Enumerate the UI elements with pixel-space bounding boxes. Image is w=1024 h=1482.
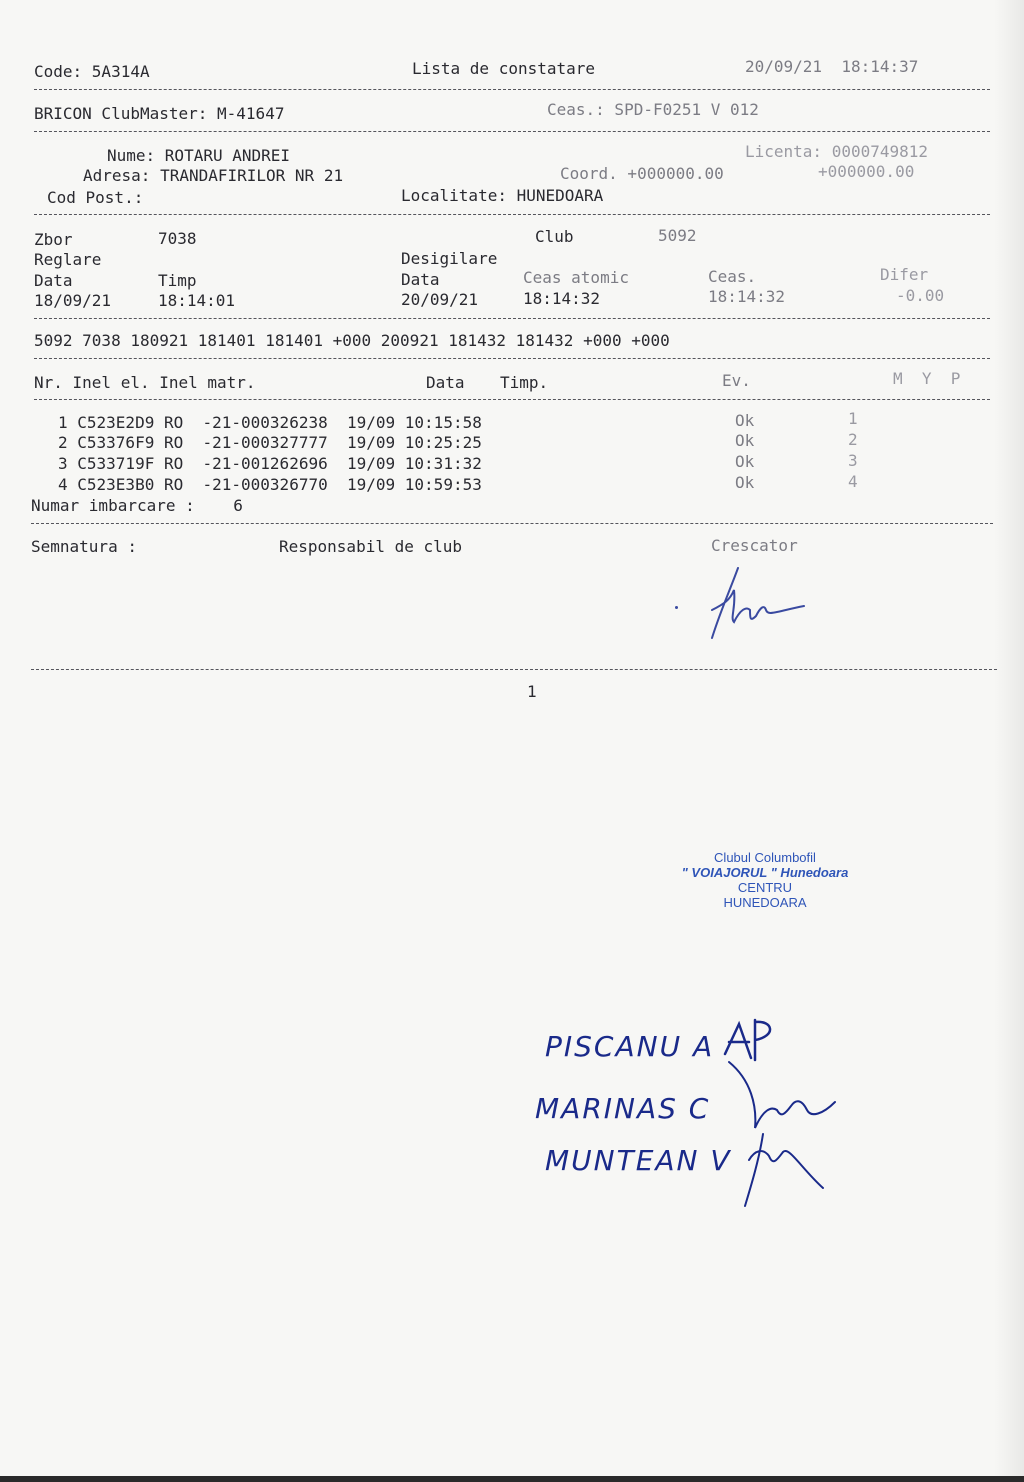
clock-id: Ceas.: SPD-F0251 V 012 bbox=[547, 100, 759, 119]
paper-bottom-edge bbox=[0, 1476, 1024, 1482]
clock-label: Ceas. bbox=[708, 267, 757, 286]
signature-label: Semnatura : bbox=[31, 537, 137, 556]
stamp-line: HUNEDOARA bbox=[723, 895, 807, 910]
row-rank: 1 bbox=[848, 409, 858, 428]
document-title: Lista de constatare bbox=[412, 59, 596, 78]
unsealing-label: Desigilare bbox=[401, 249, 498, 268]
ink-dot bbox=[675, 606, 678, 609]
club-responsible-label: Responsabil de club bbox=[279, 537, 463, 556]
row-rank: 3 bbox=[848, 451, 858, 470]
page-number: 1 bbox=[527, 682, 537, 701]
divider bbox=[31, 669, 997, 670]
club-stamp bbox=[650, 850, 880, 910]
setting-time-label: Timp bbox=[158, 271, 197, 290]
row-main: 2 C53376F9 RO -21-000327777 19/09 10:25:25 bbox=[58, 433, 482, 452]
row-rank: 2 bbox=[848, 430, 858, 449]
paper-edge-shadow bbox=[994, 0, 1024, 1482]
table-header-time: Timp. bbox=[500, 373, 549, 392]
print-datetime: 20/09/21 18:14:37 bbox=[745, 57, 919, 76]
row-main: 4 C523E3B0 RO -21-000326770 19/09 10:59:53 bbox=[58, 475, 482, 494]
divider bbox=[34, 358, 990, 359]
handwritten-name: MUNTEAN V bbox=[545, 1144, 732, 1177]
unsealing-date-label: Data bbox=[401, 270, 440, 289]
row-event: Ok bbox=[735, 473, 755, 492]
stamp-line: " VOIAJORUL " Hunedoara bbox=[681, 865, 849, 880]
locality: Localitate: HUNEDOARA bbox=[401, 186, 604, 205]
table-header-event: Ev. bbox=[722, 371, 751, 390]
row-event: Ok bbox=[735, 452, 755, 471]
setting-date-label: Data bbox=[34, 271, 73, 290]
table-header-rings: Nr. Inel el. Inel matr. bbox=[34, 373, 256, 392]
license-number: Licenta: 0000749812 bbox=[745, 142, 929, 161]
handwritten-name: MARINAS C bbox=[535, 1092, 711, 1125]
breeder-signature bbox=[690, 560, 820, 650]
difference-label: Difer bbox=[880, 265, 929, 284]
unsealing-date: 20/09/21 bbox=[401, 290, 479, 309]
flight-number: 7038 bbox=[158, 229, 197, 248]
club-label: Club bbox=[535, 227, 574, 246]
row-main: 1 C523E2D9 RO -21-000326238 19/09 10:15:58 bbox=[58, 413, 482, 432]
stamp-line: Clubul Columbofil bbox=[714, 850, 816, 865]
club-number: 5092 bbox=[658, 226, 697, 245]
stamp-line: CENTRU bbox=[737, 880, 793, 895]
setting-label: Reglare bbox=[34, 250, 102, 269]
table-header-date: Data bbox=[426, 373, 465, 392]
divider bbox=[31, 523, 993, 524]
breeder-label: Crescator bbox=[711, 536, 798, 555]
encoded-flight-line: 5092 7038 180921 181401 181401 +000 200921 181432 181432 +000 +000 bbox=[34, 331, 670, 350]
row-rank: 4 bbox=[848, 472, 858, 491]
coordinates-lon: +000000.00 bbox=[818, 162, 915, 181]
owner-address: Adresa: TRANDAFIRILOR NR 21 bbox=[83, 166, 344, 185]
divider bbox=[34, 399, 990, 400]
setting-time: 18:14:01 bbox=[158, 291, 236, 310]
table-header-myp: M Y P bbox=[893, 369, 961, 388]
row-event: Ok bbox=[735, 411, 755, 430]
flight-label: Zbor bbox=[34, 230, 73, 249]
unsealing-clock-time: 18:14:32 bbox=[708, 287, 786, 306]
code-label: Code: 5A314A bbox=[34, 62, 150, 81]
clubmaster-id: BRICON ClubMaster: M-41647 bbox=[34, 104, 285, 123]
divider bbox=[34, 318, 990, 319]
coordinates-lat: Coord. +000000.00 bbox=[560, 164, 724, 183]
owner-name: Nume: ROTARU ANDREI bbox=[107, 146, 291, 165]
divider bbox=[34, 214, 990, 215]
boarding-count: Numar imbarcare : 6 bbox=[31, 496, 243, 515]
unsealing-atomic-time: 18:14:32 bbox=[523, 289, 601, 308]
handwritten-signatures bbox=[715, 1010, 845, 1220]
divider bbox=[34, 89, 990, 90]
clock-difference: -0.00 bbox=[896, 286, 945, 305]
divider bbox=[34, 131, 990, 132]
row-event: Ok bbox=[735, 431, 755, 450]
atomic-clock-label: Ceas atomic bbox=[523, 268, 629, 287]
row-main: 3 C533719F RO -21-001262696 19/09 10:31:32 bbox=[58, 454, 482, 473]
setting-date: 18/09/21 bbox=[34, 291, 112, 310]
handwritten-name: PISCANU A bbox=[545, 1030, 715, 1063]
postal-code-label: Cod Post.: bbox=[47, 188, 144, 207]
